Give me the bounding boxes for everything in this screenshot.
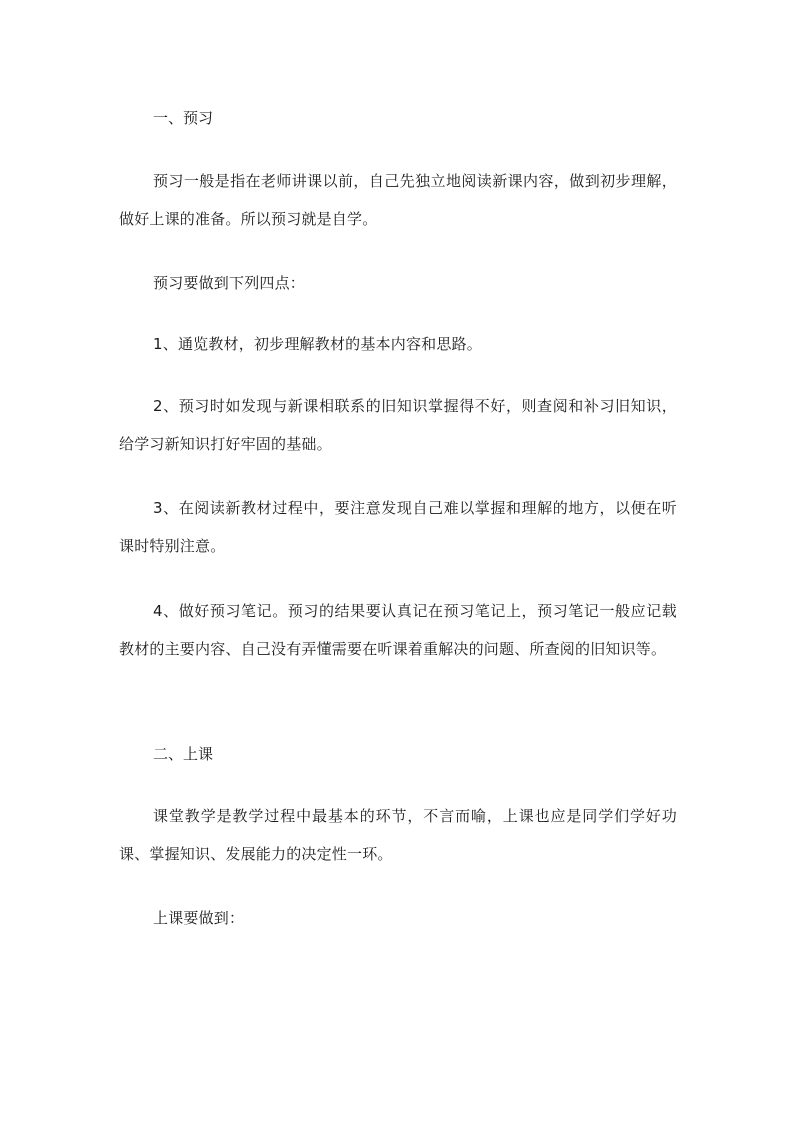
section-heading-preview: 一、预习 [153,109,214,127]
paragraph-preview-definition: 预习一般是指在老师讲课以前，自己先独立地阅读新课内容，做到初步理解，做好上课的准备。所以预习就是自学。 [119,172,677,228]
section-heading-class: 二、上课 [153,745,214,763]
list-item-3: 3、在阅读新教材过程中，要注意发现自己难以掌握和理解的地方，以便在听课时特别注意。 [119,499,677,555]
paragraph-class-definition: 课堂教学是教学过程中最基本的环节，不言而喻，上课也应是同学们学好功课、掌握知识、发展能力的决定性一环。 [119,807,677,863]
paragraph-class-intro: 上课要做到： [153,909,245,927]
list-item-4: 4、做好预习笔记。预习的结果要认真记在预习笔记上，预习笔记一般应记载教材的主要内容、自己没有弄懂需要在听课着重解决的问题、所查阅的旧知识等。 [119,602,677,658]
list-item-1: 1、通览教材，初步理解教材的基本内容和思路。 [153,335,482,353]
paragraph-preview-intro: 预习要做到下列四点： [153,274,306,292]
list-item-2: 2、预习时如发现与新课相联系的旧知识掌握得不好，则查阅和补习旧知识，给学习新知识打好牢固的基础。 [119,397,677,453]
